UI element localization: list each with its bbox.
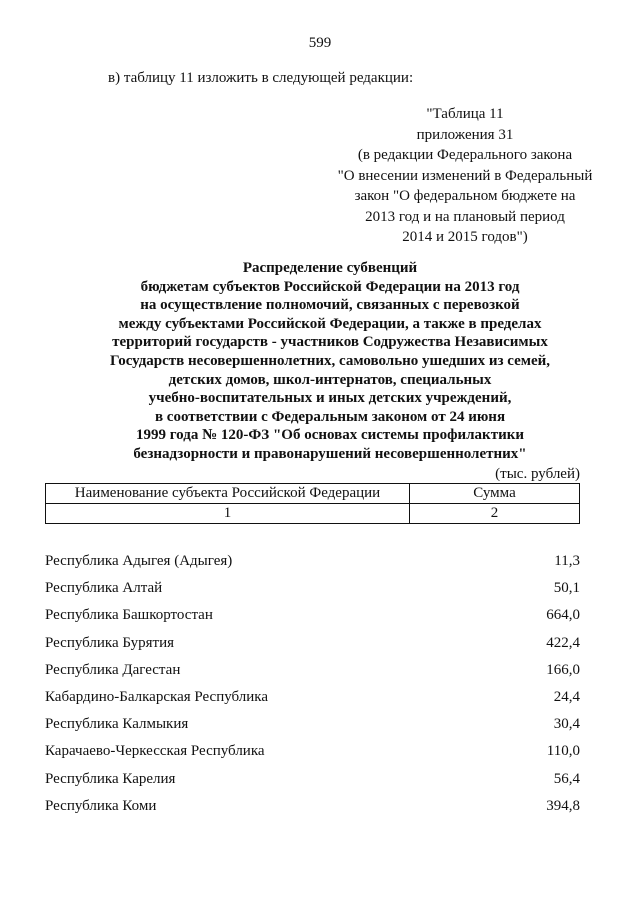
page-number: 599 xyxy=(308,35,332,51)
title-line: Государств несовершеннолетних, самовольно ушедших из семей, xyxy=(109,352,551,369)
subvention-amount: 394,8 xyxy=(546,797,580,814)
subvention-amount: 56,4 xyxy=(553,770,580,787)
subvention-amount: 110,0 xyxy=(546,743,580,760)
annex-reference-line: 2013 год и на плановый период xyxy=(365,208,565,225)
table-row xyxy=(45,551,580,578)
column-number-amount: 2 xyxy=(410,504,580,524)
annex-reference-line: "О внесении изменений в Федеральный xyxy=(337,167,593,184)
subvention-amount: 11,3 xyxy=(554,553,580,569)
annex-reference-line: приложения 31 xyxy=(416,126,514,143)
region-name: Республика Алтай xyxy=(45,580,163,597)
region-name: Карачаево-Черкесская Республика xyxy=(45,743,265,760)
region-name: Республика Адыгея (Адыгея) xyxy=(45,553,233,569)
column-number-region: 1 xyxy=(46,504,410,524)
title-line: безнадзорности и правонарушений несовершеннолетних" xyxy=(133,445,527,462)
subvention-amount: 664,0 xyxy=(546,607,580,624)
table-row xyxy=(45,714,580,741)
column-header-region: Наименование субъекта Российской Федерации xyxy=(46,484,410,504)
table-row xyxy=(45,578,580,605)
region-name: Республика Калмыкия xyxy=(45,716,189,733)
annex-reference-line: закон "О федеральном бюджете на xyxy=(354,188,576,204)
table-row xyxy=(45,633,580,660)
subvention-amount: 166,0 xyxy=(546,661,580,678)
title-line: 1999 года № 120-ФЗ "Об основах системы профилактики xyxy=(135,427,524,444)
column-header-amount: Сумма xyxy=(410,484,580,504)
region-name: Республика Карелия xyxy=(45,770,176,787)
region-name: Республика Башкортостан xyxy=(45,607,213,624)
units-label: (тыс. рублей) xyxy=(495,466,580,482)
table-row xyxy=(45,741,580,768)
title-line: на осуществление полномочий, связанных с перевозкой xyxy=(140,297,520,314)
table-row xyxy=(45,687,580,714)
annex-reference-line: (в редакции Федерального закона xyxy=(357,147,573,163)
title-line: бюджетам субъектов Российской Федерации на 2013 год xyxy=(140,278,520,295)
region-name: Республика Бурятия xyxy=(45,634,175,651)
table-header-row xyxy=(46,484,580,504)
region-name: Кабардино-Балкарская Республика xyxy=(45,688,269,705)
annex-reference-line: "Таблица 11 xyxy=(426,106,504,122)
title-line: в соответствии с Федеральным законом от 24 июня xyxy=(154,408,506,425)
table-row xyxy=(45,796,580,823)
table-header xyxy=(45,483,580,524)
title-line: между субъектами Российской Федерации, а также в пределах xyxy=(118,315,542,332)
subvention-amount: 30,4 xyxy=(553,716,580,733)
table-row xyxy=(45,660,580,687)
subvention-amount: 422,4 xyxy=(546,634,580,651)
title-line: учебно-воспитательных и иных детских учреждений, xyxy=(148,390,512,407)
annex-reference xyxy=(300,104,630,248)
title-line: детских домов, школ-интернатов, специальных xyxy=(168,371,492,388)
table-row xyxy=(45,605,580,632)
document-title xyxy=(40,259,620,464)
title-line: территорий государств - участников Содружества Независимых xyxy=(112,334,548,351)
table-body xyxy=(45,551,580,823)
title-line: Распределение субвенций xyxy=(242,260,418,276)
amendment-instruction: в) таблицу 11 изложить в следующей редакции: xyxy=(108,70,414,86)
table-row xyxy=(45,769,580,796)
region-name: Республика Дагестан xyxy=(45,661,181,678)
subvention-amount: 24,4 xyxy=(553,688,580,705)
subvention-amount: 50,1 xyxy=(553,580,580,597)
annex-reference-line: 2014 и 2015 годов") xyxy=(402,229,528,245)
region-name: Республика Коми xyxy=(45,797,157,814)
column-number-row xyxy=(46,504,580,524)
